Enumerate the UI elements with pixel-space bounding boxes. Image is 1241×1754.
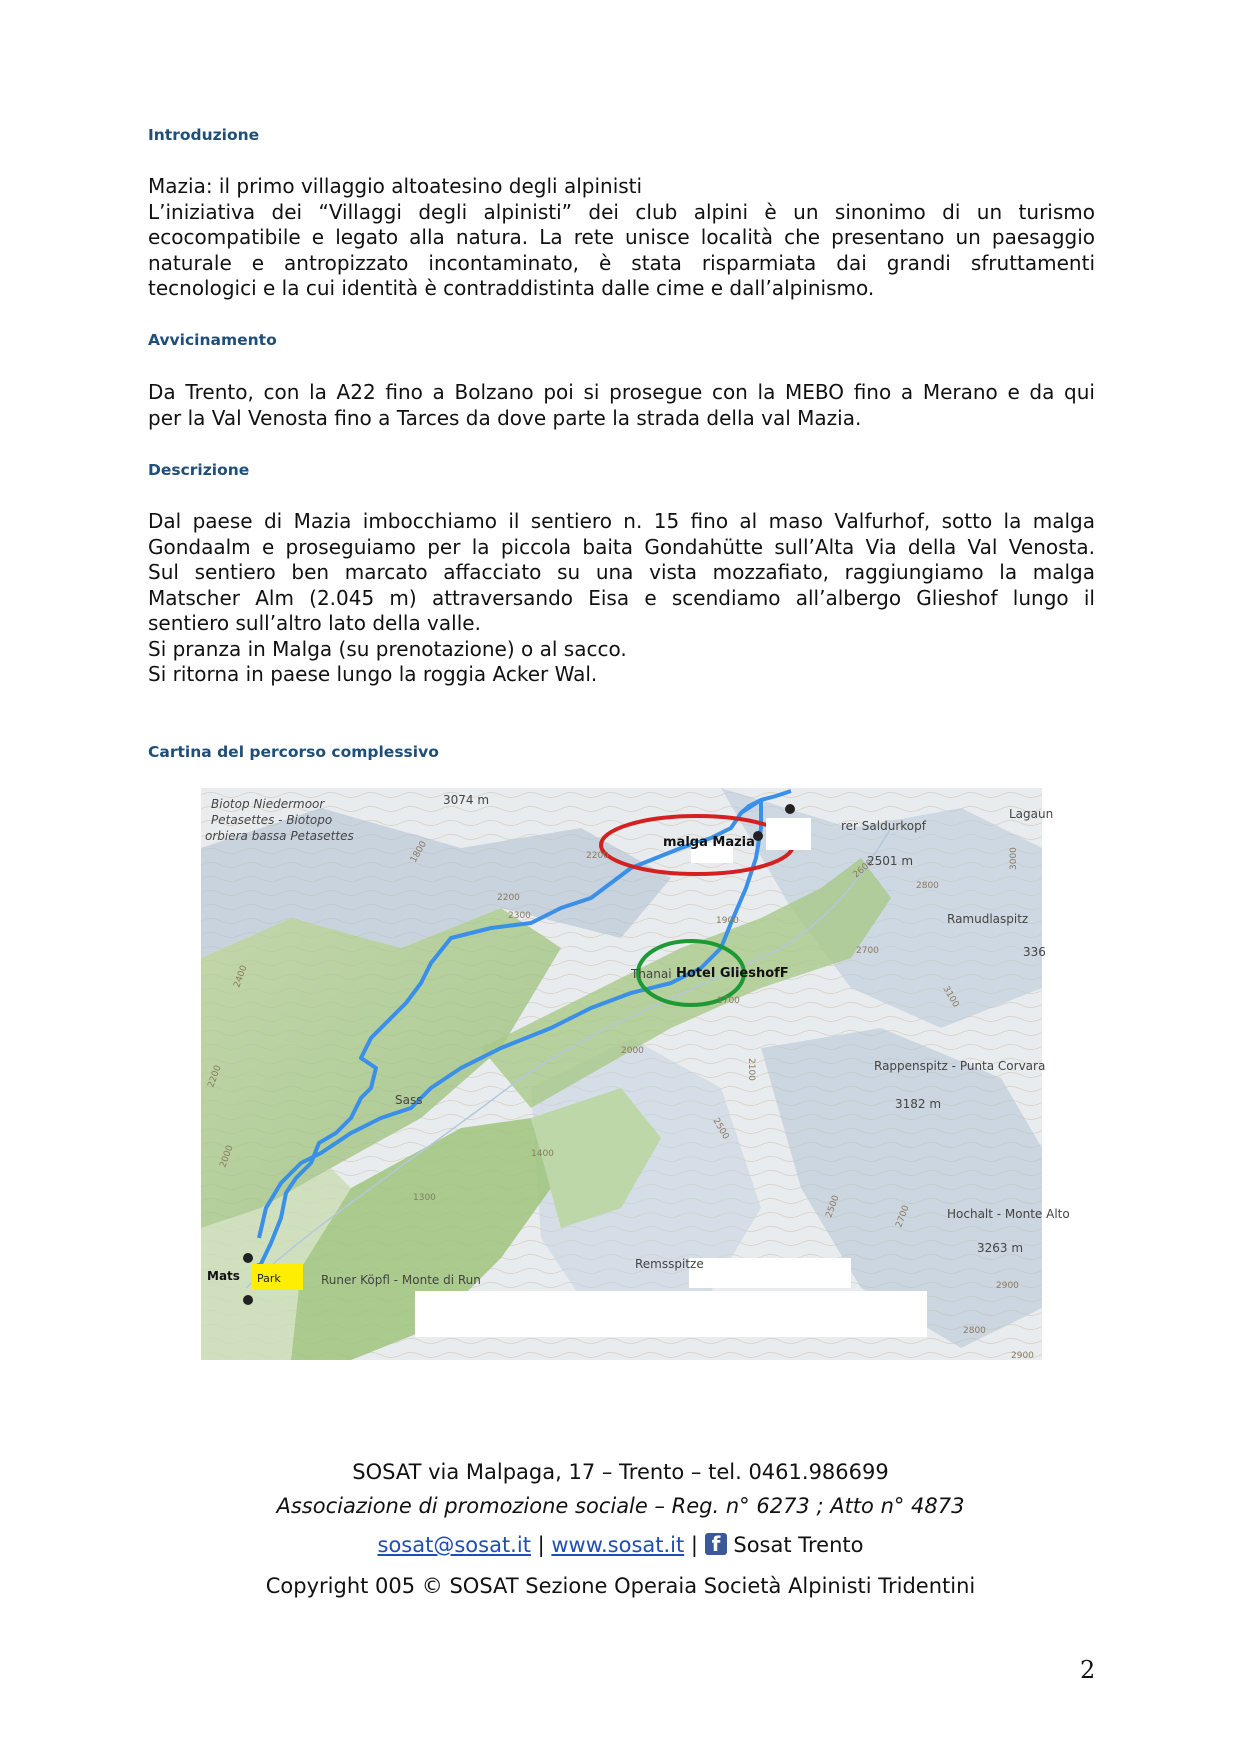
label-sass: Sass	[395, 1093, 423, 1107]
label-runer: Runer Köpfl - Monte di Run	[321, 1273, 481, 1287]
contour-label: 2600	[851, 857, 876, 881]
website-link[interactable]: www.sosat.it	[551, 1533, 685, 1557]
label-peak-3074: 3074 m	[443, 793, 490, 807]
contour-label: 2900	[1011, 1351, 1034, 1361]
label-remsspitze: Remsspitze	[635, 1257, 704, 1271]
label-ramudlaspitz: Ramudlaspitz	[947, 912, 1029, 926]
contour-label: 2900	[996, 1281, 1019, 1291]
contour-label: 1700	[717, 996, 740, 1006]
route-point	[785, 804, 795, 814]
footer-separator: |	[684, 1533, 705, 1557]
contour-label: 1900	[716, 916, 739, 926]
description-line: Dal paese di Mazia imbocchiamo il sentiero n. 15 fino al maso Valfurhof, sotto la malga	[148, 509, 1095, 533]
map-white-patch	[415, 1291, 927, 1337]
description-line: Si pranza in Malga (su prenotazione) o al sacco.	[148, 636, 627, 661]
intro-paragraph	[148, 174, 1095, 302]
contour-label: 2700	[856, 946, 879, 956]
label-lagaun: Lagaun	[1009, 807, 1054, 821]
contour-label: 2500	[824, 1194, 842, 1220]
description-line: Matscher Alm (2.045 m) attraversando Eisa e scendiamo all’albergo Glieshof lungo il	[148, 585, 1095, 610]
contour-label: 1400	[531, 1149, 554, 1159]
contour-label: 2000	[218, 1144, 236, 1170]
label-rappenspitz: Rappenspitz - Punta Corvara	[874, 1059, 1046, 1073]
label-rappenspitz-alt: 3182 m	[895, 1097, 942, 1111]
label-biotop-3: orbiera bassa Petasettes	[205, 829, 354, 843]
intro-line: tecnologici e la cui identità è contraddistinta dalle cime e dall’alpinismo.	[148, 276, 875, 300]
label-biotop-1: Biotop Niedermoor	[211, 797, 325, 811]
contour-label: 2800	[916, 881, 939, 891]
contour-label: 2000	[621, 1046, 644, 1056]
intro-line: naturale e antropizzato incontaminato, è stata risparmiata dai grandi sfruttamenti	[148, 250, 1095, 275]
description-line: sentiero sull’altro lato della valle.	[148, 611, 481, 635]
footer-address: SOSAT via Malpaga, 17 – Trento – tel. 0461.986699	[352, 1460, 889, 1484]
contour-label: 2100	[746, 1058, 756, 1081]
footer-links	[0, 1533, 1241, 1557]
facebook-icon[interactable]	[705, 1533, 727, 1555]
start-point	[243, 1253, 253, 1263]
contour-label: 2800	[963, 1326, 986, 1336]
heading-cartina: Cartina del percorso complessivo	[148, 743, 439, 761]
contour-label: 1800	[408, 839, 430, 865]
contour-label: 2500	[710, 1116, 731, 1142]
footer-separator: |	[530, 1533, 552, 1557]
description-paragraph	[148, 509, 1095, 688]
approach-line: per la Val Venosta fino a Tarces da dove parte la strada della val Mazia.	[148, 405, 862, 430]
label-malga-mazia: malga Mazia	[663, 835, 755, 850]
route-map	[201, 788, 1070, 1361]
description-line: Sul sentiero ben marcato affacciato su una vista mozzafiato, raggiungiamo la malga	[148, 560, 1095, 584]
footer-copyright: Copyright 005 © SOSAT Sezione Operaia Società Alpinisti Tridentini	[265, 1574, 976, 1598]
label-hochalt: Hochalt - Monte Alto	[947, 1207, 1070, 1221]
heading-avvicinamento: Avvicinamento	[148, 331, 277, 349]
contour-label: 2200	[206, 1064, 224, 1090]
facebook-label[interactable]: Sosat Trento	[733, 1533, 864, 1557]
contour-label: 2200	[497, 893, 520, 903]
page-number: 2	[1080, 1656, 1096, 1684]
route-map-svg	[201, 788, 1070, 1361]
approach-paragraph	[148, 380, 1095, 431]
park-label: Park	[257, 1272, 281, 1285]
end-point	[243, 1295, 253, 1305]
intro-line: ecocompatibile e legato alla natura. La rete unisce località che presentano un paesaggio	[148, 225, 1095, 249]
intro-line: L’iniziativa dei “Villaggi degli alpinisti” dei club alpini è un sinonimo di un turismo	[148, 199, 1095, 224]
label-mats: Mats	[207, 1269, 240, 1283]
approach-line: Da Trento, con la A22 fino a Bolzano poi si prosegue con la MEBO fino a Merano e da qui	[148, 380, 1095, 404]
contour-label: 3100	[940, 984, 961, 1010]
description-line: Gondaalm e proseguiamo per la piccola baita Gondahütte sull’Alta Via della Val Venosta.	[148, 534, 1095, 559]
contour-label: 2200	[586, 851, 609, 861]
contour-label: 2400	[232, 964, 250, 990]
label-biotop-2: Petasettes - Biotopo	[211, 813, 333, 827]
contour-label: 1300	[413, 1193, 436, 1203]
map-white-patch	[766, 818, 811, 850]
label-hochalt-alt: 3263 m	[977, 1241, 1024, 1255]
heading-descrizione: Descrizione	[148, 461, 250, 479]
label-hotel-glieshof: Hotel GlieshofF	[676, 966, 789, 981]
contour-label: 2700	[894, 1204, 912, 1230]
intro-line: Mazia: il primo villaggio altoatesino degli alpinisti	[148, 174, 643, 198]
email-link[interactable]: sosat@sosat.it	[377, 1533, 531, 1557]
contour-label: 2300	[508, 911, 531, 921]
footer-association: Associazione di promozione sociale – Reg. n° 6273 ; Atto n° 4873	[276, 1494, 965, 1518]
label-saldurkopf: rer Saldurkopf	[841, 819, 926, 833]
description-line: Si ritorna in paese lungo la roggia Acker Wal.	[148, 662, 598, 686]
map-white-patch	[689, 1258, 851, 1288]
contour-label: 3000	[1009, 847, 1019, 870]
label-thanai: Thanai	[631, 967, 672, 981]
label-336: 336	[1023, 945, 1046, 959]
heading-introduzione: Introduzione	[148, 126, 260, 144]
label-saldurkopf-alt: 2501 m	[867, 854, 914, 868]
